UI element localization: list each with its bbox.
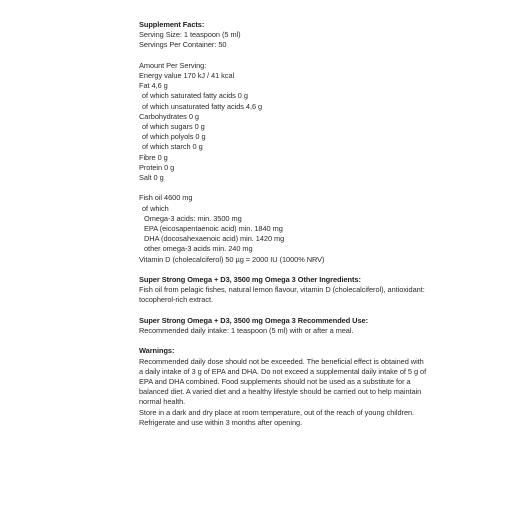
composition-list: [139, 193, 429, 264]
ingredients-heading: Super Strong Omega + D3, 3500 mg Omega 3 Other Ingredients:: [139, 275, 361, 285]
nutrition-line: Energy value 170 kJ / 41 kcal: [139, 71, 235, 80]
nutrition-line: Fat 4,6 g: [139, 81, 168, 91]
composition-line: Fish oil 4600 mg: [139, 193, 193, 203]
amount-per-serving: Amount Per Serving:: [139, 60, 207, 70]
composition-line: EPA (eicosapentaenoic acid) min. 1840 mg: [144, 224, 283, 234]
spacer: [139, 265, 429, 275]
nutrition-line: of which unsaturated fatty acids 4,6 g: [142, 101, 263, 111]
composition-line: other omega-3 acids min. 240 mg: [144, 244, 253, 254]
supplement-facts-heading: Supplement Facts:: [139, 20, 205, 29]
nutrition-line: of which polyols 0 g: [142, 132, 206, 142]
warnings-heading: Warnings:: [139, 346, 175, 356]
spacer: [139, 306, 429, 316]
spacer: [139, 51, 429, 61]
serving-size: Serving Size: 1 teaspoon (5 ml): [139, 30, 241, 40]
nutrition-line: Salt 0 g: [139, 173, 164, 183]
supplement-label-document: [139, 20, 429, 428]
recommended-use-heading: Super Strong Omega + D3, 3500 mg Omega 3 Recommended Use:: [139, 315, 369, 325]
storage-text: Store in a dark and dry place at room temperature, out of the reach of young children. Refrigerate and use within 3 months after opening.: [139, 407, 415, 427]
recommended-use-text: Recommended daily intake: 1 teaspoon (5 ml) with or after a meal.: [139, 326, 354, 336]
nutrition-line: Carbohydrates 0 g: [139, 111, 199, 121]
spacer: [139, 336, 429, 346]
composition-line: Vitamin D (cholecalciferol) 50 µg = 2000 IU (1000% NRV): [139, 254, 325, 264]
nutrition-line: of which starch 0 g: [142, 142, 203, 152]
spacer: [139, 183, 429, 193]
nutrition-line: Protein 0 g: [139, 162, 175, 172]
nutrition-list: [139, 71, 429, 183]
nutrition-line: of which saturated fatty acids 0 g: [142, 91, 248, 101]
composition-line: DHA (docosahexaenoic acid) min. 1420 mg: [144, 234, 285, 244]
servings-per-container: Servings Per Container: 50: [139, 40, 227, 50]
nutrition-line: of which sugars 0 g: [142, 122, 205, 132]
warnings-text: Recommended daily dose should not be exceeded. The beneficial effect is obtained with a daily intake of 3 g of EPA and DHA. Do not exceed a supplemental daily intake of 5 g of EPA and DHA combined. Food supplements should not be used as a substitute for a balanced diet. A varied diet and a healthy lifestyle should be carried out to help maintain normal health.: [139, 356, 427, 407]
nutrition-line: Fibre 0 g: [139, 152, 168, 162]
ingredients-text: Fish oil from pelagic fishes, natural lemon flavour, vitamin D (cholecalciferol), antioxidant: tocopherol-rich extract.: [139, 285, 425, 305]
composition-line: Omega-3 acids: min. 3500 mg: [144, 213, 242, 223]
composition-line: of which: [142, 203, 169, 213]
